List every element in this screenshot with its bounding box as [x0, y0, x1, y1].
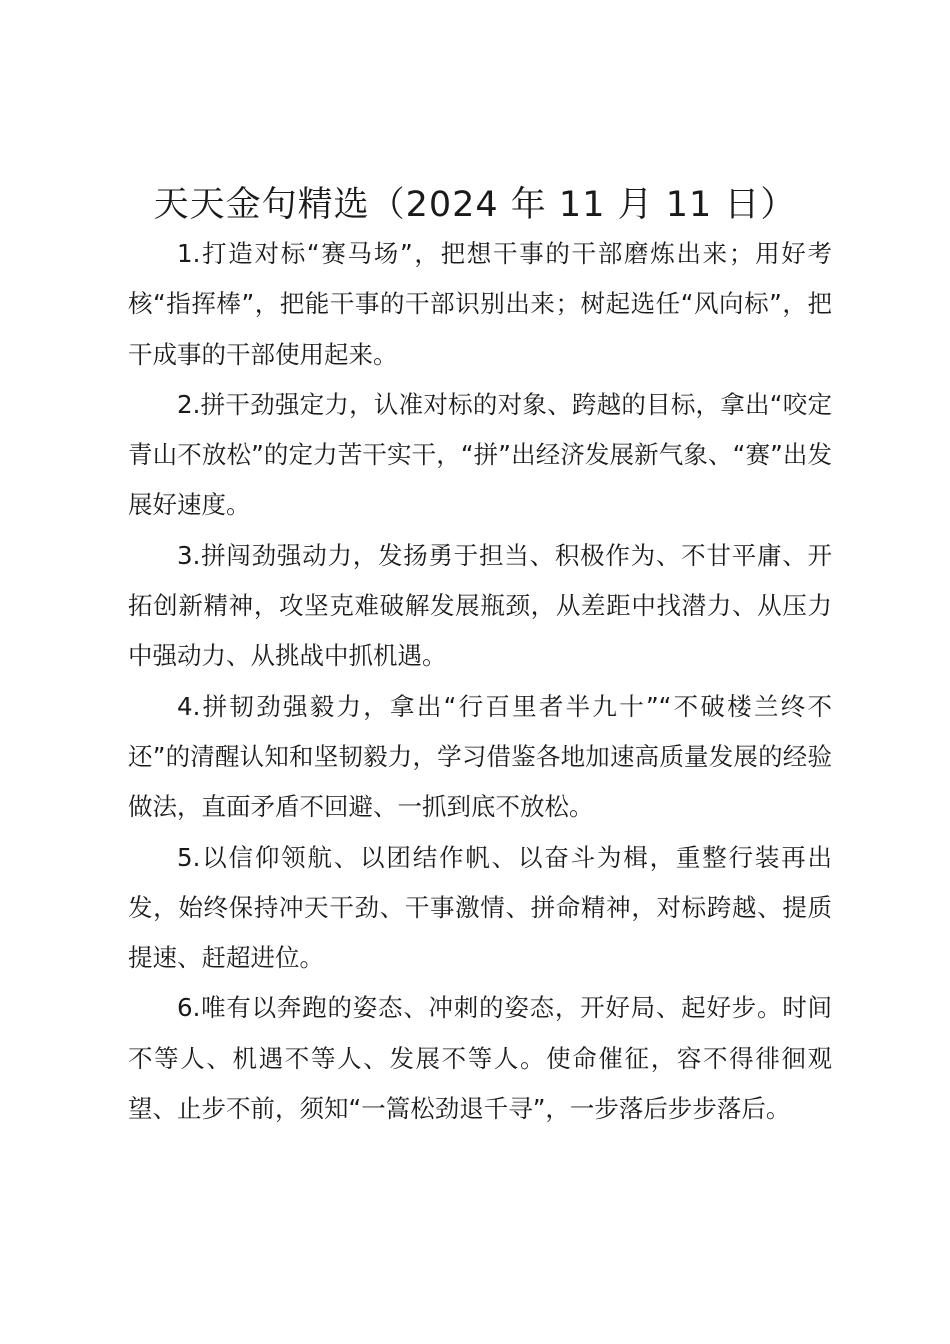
document-body	[128, 229, 832, 1134]
paragraph-6: 6.唯有以奔跑的姿态、冲刺的姿态，开好局、起好步。时间不等人、机遇不等人、发展不等人。使命催征，容不得徘徊观望、止步不前，须知“一篙松劲退千寻”，一步落后步步落后。	[128, 993, 832, 1124]
paragraph-5: 5.以信仰领航、以团结作帆、以奋斗为楫，重整行装再出发，始终保持冲天干劲、干事激情、拼命精神，对标跨越、提质提速、赶超进位。	[128, 842, 832, 973]
paragraph-1: 1.打造对标“赛马场”，把想干事的干部磨炼出来；用好考核“指挥棒”，把能干事的干部识别出来；树起选任“风向标”，把干成事的干部使用起来。	[128, 239, 832, 369]
paragraph-2: 2.拼干劲强定力，认准对标的对象、跨越的目标，拿出“咬定青山不放松”的定力苦干实干，“拼”出经济发展新气象、“赛”出发展好速度。	[128, 389, 832, 520]
paragraph-3: 3.拼闯劲强动力，发扬勇于担当、积极作为、不甘平庸、开拓创新精神，攻坚克难破解发展瓶颈，从差距中找潜力、从压力中强动力、从挑战中抓机遇。	[128, 540, 832, 671]
document-title: 天天金句精选（2024 年 11 月 11 日）	[153, 185, 797, 225]
paragraph-4: 4.拼韧劲强毅力，拿出“行百里者半九十”“不破楼兰终不还”的清醒认知和坚韧毅力，学习借鉴各地加速高质量发展的经验做法，直面矛盾不回避、一抓到底不放松。	[128, 691, 832, 822]
